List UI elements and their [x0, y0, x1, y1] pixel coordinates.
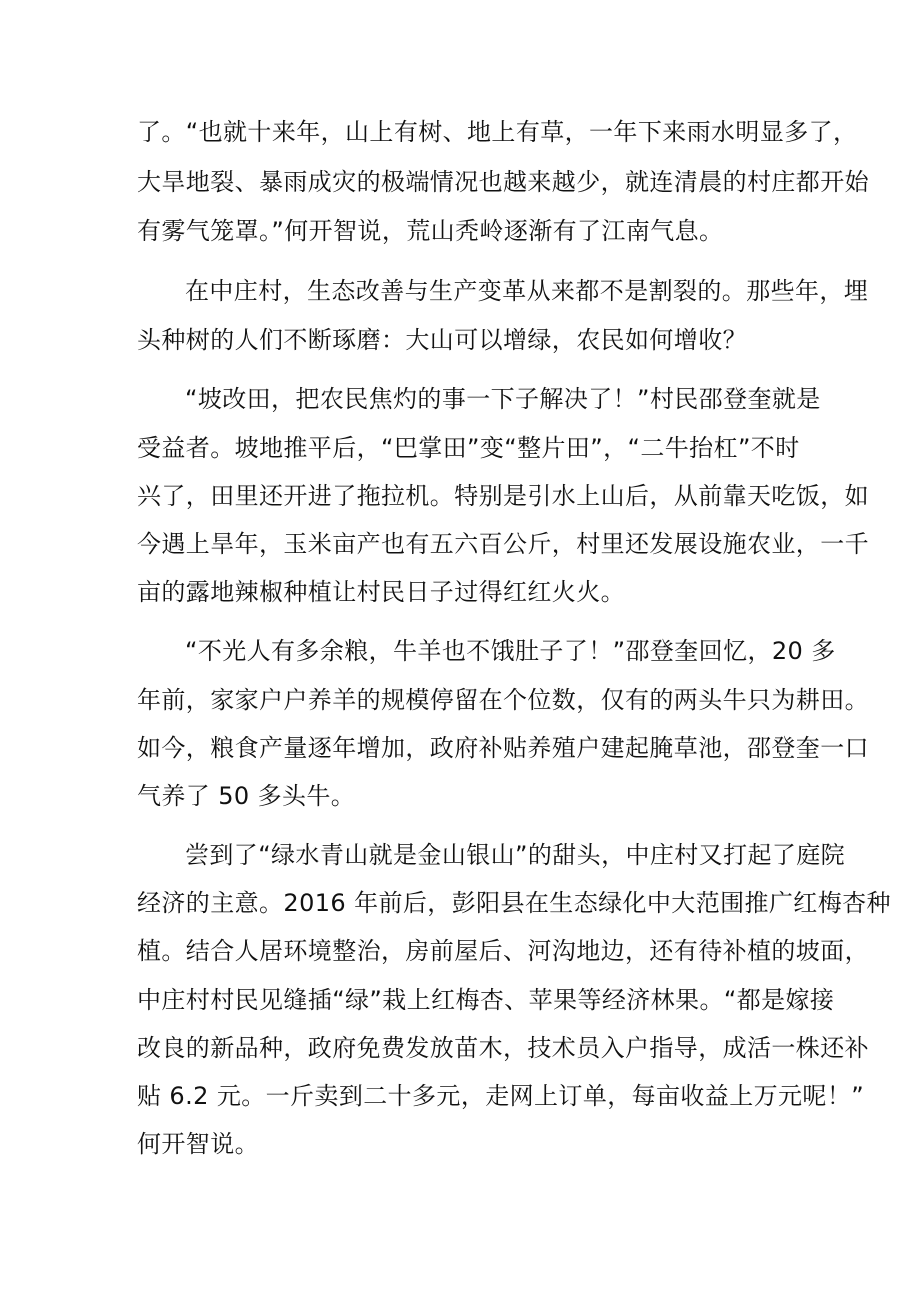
paragraph-5-line-3: 植。结合人居环境整治，房前屋后、河沟地边，还有待补植的坡面，: [137, 937, 869, 965]
paragraph-4-line-2: 年前，家家户户养羊的规模停留在个位数，仅有的两头牛只为耕田。: [137, 686, 869, 714]
paragraph-4-line-3: 如今，粮食产量逐年增加，政府补贴养殖户建起腌草池，邵登奎一口: [137, 734, 869, 762]
paragraph-2-line-2: 头种树的人们不断琢磨：大山可以增绿，农民如何增收？: [137, 326, 747, 354]
paragraph-3-line-5: 亩的露地辣椒种植让村民日子过得红红火火。: [137, 578, 625, 606]
paragraph-1-line-2: 大旱地裂、暴雨成灾的极端情况也越来越少，就连清晨的村庄都开始: [137, 168, 869, 196]
paragraph-5-line-6: 贴 6.2 元。一斤卖到二十多元，走网上订单，每亩收益上万元呢！”: [137, 1082, 865, 1110]
paragraph-5-line-7: 何开智说。: [137, 1130, 259, 1158]
paragraph-5-line-1: 尝到了“绿水青山就是金山银山”的甜头，中庄村又打起了庭院: [185, 841, 846, 869]
paragraph-3-line-4: 今遇上旱年，玉米亩产也有五六百公斤，村里还发展设施农业，一千: [137, 530, 869, 558]
paragraph-2-line-1: 在中庄村，生态改善与生产变革从来都不是割裂的。那些年，埋: [185, 277, 869, 305]
paragraph-4-line-4: 气养了 50 多头牛。: [137, 782, 356, 810]
paragraph-3-line-3: 兴了，田里还开进了拖拉机。特别是引水上山后，从前靠天吃饭，如: [137, 482, 869, 510]
paragraph-5-line-4: 中庄村村民见缝插“绿”栽上红梅杏、苹果等经济林果。“都是嫁接: [137, 986, 835, 1014]
paragraph-5-line-2: 经济的主意。2016 年前后，彭阳县在生态绿化中大范围推广红梅杏种: [137, 889, 891, 917]
paragraph-1-line-1: 了。“也就十来年，山上有树、地上有草，一年下来雨水明显多了，: [137, 118, 858, 146]
paragraph-4-line-1: “不光人有多余粮，牛羊也不饿肚子了！”邵登奎回忆，20 多: [185, 637, 836, 665]
paragraph-3-line-1: “坡改田，把农民焦灼的事一下子解决了！”村民邵登奎就是: [185, 385, 821, 413]
paragraph-3-line-2: 受益者。坡地推平后，“巴掌田”变“整片田”，“二牛抬杠”不时: [137, 434, 800, 462]
paragraph-5-line-5: 改良的新品种，政府免费发放苗木，技术员入户指导，成活一株还补: [137, 1034, 869, 1062]
paragraph-1-line-3: 有雾气笼罩。”何开智说，荒山秃岭逐渐有了江南气息。: [137, 217, 724, 245]
